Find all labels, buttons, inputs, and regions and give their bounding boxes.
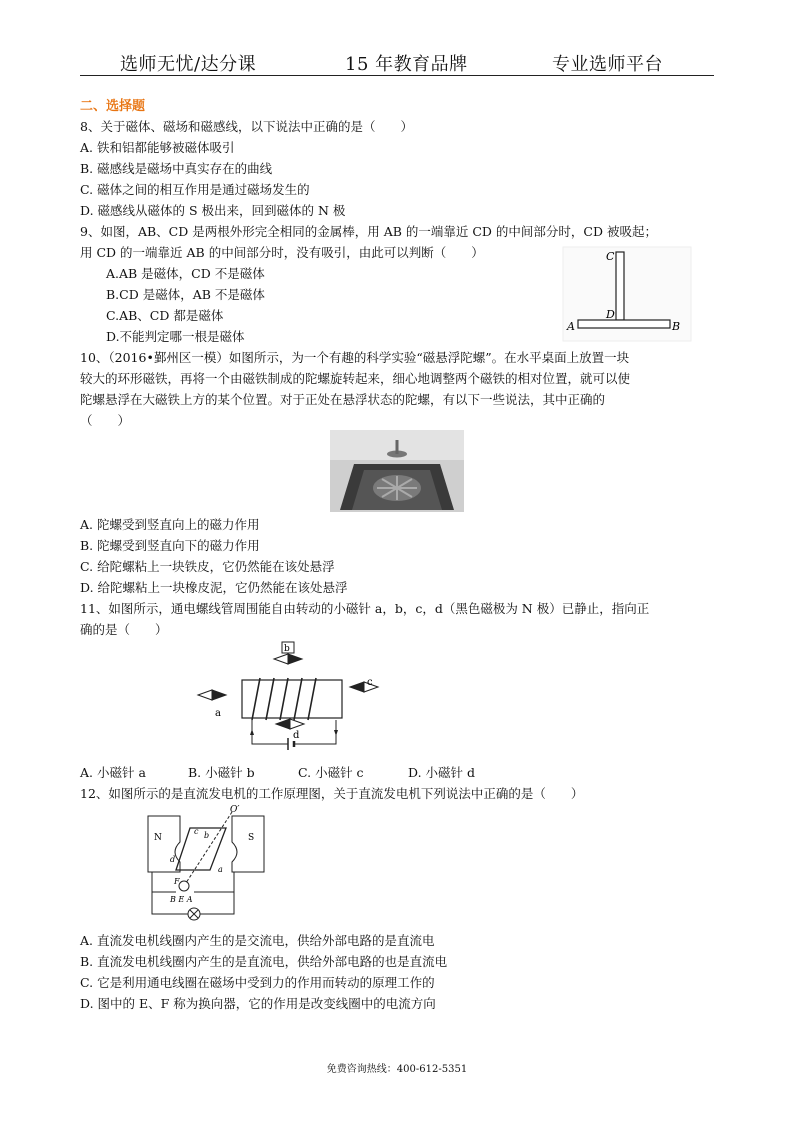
header-right: 专业选师平台 bbox=[552, 54, 663, 75]
needle-c-left bbox=[350, 682, 364, 692]
q9-option-d: D.不能判定哪一根是磁体 bbox=[106, 329, 245, 344]
solenoid-coil bbox=[252, 678, 316, 720]
q10-option-b: B. 陀螺受到竖直向下的磁力作用 bbox=[80, 538, 260, 553]
q9-option-c: C.AB、CD 都是磁体 bbox=[106, 308, 224, 323]
label-d: D bbox=[606, 308, 615, 321]
q8-stem: 8、关于磁体、磁场和磁感线，以下说法中正确的是（ ） bbox=[80, 119, 413, 134]
q12-option-d: D. 图中的 E、F 称为换向器，它的作用是改变线圈中的电流方向 bbox=[80, 996, 436, 1011]
q11-stem-line1: 11、如图所示，通电螺线管周围能自由转动的小磁针 a，b，c，d（黑色磁极为 N 极）已静止，指向正 bbox=[80, 601, 650, 616]
q9-figure bbox=[562, 246, 692, 342]
q10-photo-levitating-top bbox=[330, 430, 464, 512]
needle-d-label: d bbox=[293, 730, 300, 741]
q12-option-c: C. 它是利用通电线圈在磁场中受到力的作用而转动的原理工作的 bbox=[80, 975, 435, 990]
rod-cd bbox=[616, 252, 624, 320]
footer-hotline: 免费咨询热线：400-612-5351 bbox=[326, 1064, 468, 1075]
q9-option-a: A.AB 是磁体，CD 不是磁体 bbox=[106, 266, 265, 281]
q8-option-d: D. 磁感线从磁体的 S 极出来，回到磁体的 N 极 bbox=[80, 203, 346, 218]
label-b: B bbox=[672, 320, 681, 333]
q9-stem-line2: 用 CD 的一端靠近 AB 的中间部分时，没有吸引，由此可以判断（ ） bbox=[80, 245, 484, 260]
solenoid-core bbox=[242, 680, 342, 718]
label-bea: B E A bbox=[170, 895, 193, 904]
label-f: F bbox=[174, 877, 180, 886]
needle-b-label: b bbox=[284, 644, 290, 654]
label-c: C bbox=[606, 250, 615, 263]
q8-option-c: C. 磁体之间的相互作用是通过磁场发生的 bbox=[80, 182, 310, 197]
q12-option-a: A. 直流发电机线圈内产生的是交流电，供给外部电路的是直流电 bbox=[80, 933, 435, 948]
label-d: d bbox=[170, 855, 176, 864]
needle-d-left bbox=[276, 719, 290, 729]
magnet-s bbox=[232, 816, 264, 872]
q12-generator-figure bbox=[140, 802, 272, 928]
q11-option-c: C. 小磁针 c bbox=[298, 765, 364, 780]
q11-solenoid-figure bbox=[190, 640, 400, 760]
q12-option-b: B. 直流发电机线圈内产生的是直流电，供给外部电路的也是直流电 bbox=[80, 954, 448, 969]
label-s: S bbox=[248, 833, 255, 843]
needle-a-right bbox=[212, 690, 226, 700]
needle-a-left bbox=[198, 690, 212, 700]
current-arrow-right bbox=[334, 730, 338, 736]
needle-d-right bbox=[290, 719, 304, 729]
q10-stem-line4: （ ） bbox=[80, 413, 131, 428]
label-c: c bbox=[194, 827, 199, 836]
needle-b-right bbox=[288, 654, 302, 664]
q8-option-a: A. 铁和铝都能够被磁体吸引 bbox=[80, 140, 235, 155]
q10-option-d: D. 给陀螺粘上一块橡皮泥，它仍然能在该处悬浮 bbox=[80, 580, 348, 595]
label-b: b bbox=[204, 831, 210, 840]
q11-stem-line2: 确的是（ ） bbox=[80, 622, 168, 637]
q11-option-d: D. 小磁针 d bbox=[408, 765, 475, 780]
label-n: N bbox=[154, 833, 162, 843]
q10-option-a: A. 陀螺受到竖直向上的磁力作用 bbox=[80, 517, 260, 532]
current-arrow bbox=[250, 729, 254, 735]
page-header bbox=[80, 48, 714, 76]
needle-c-label: c bbox=[367, 677, 373, 688]
q10-stem-line3: 陀螺悬浮在大磁铁上方的某个位置。对于正处在悬浮状态的陀螺，有以下一些说法，其中正确的 bbox=[80, 392, 606, 407]
needle-a-label: a bbox=[215, 708, 221, 719]
rod-ab bbox=[578, 320, 670, 328]
needle-b-left bbox=[274, 654, 288, 664]
header-left: 选师无忧/达分课 bbox=[120, 54, 257, 75]
header-center: 15 年教育品牌 bbox=[345, 54, 468, 75]
label-a: a bbox=[218, 865, 223, 874]
q10-stem-line2: 较大的环形磁铁，再将一个由磁铁制成的陀螺旋转起来，细心地调整两个磁铁的相对位置，就可以使 bbox=[80, 371, 631, 386]
magnet-pattern bbox=[377, 476, 417, 500]
label-a: A bbox=[567, 320, 575, 333]
coil-loop bbox=[176, 828, 226, 870]
q12-stem: 12、如图所示的是直流发电机的工作原理图，关于直流发电机下列说法中正确的是（ ） bbox=[80, 786, 584, 801]
label-o: O′ bbox=[230, 805, 240, 815]
q10-option-c: C. 给陀螺粘上一块铁皮，它仍然能在该处悬浮 bbox=[80, 559, 335, 574]
top-spindle bbox=[396, 440, 399, 454]
q11-option-a: A. 小磁针 a bbox=[80, 765, 146, 780]
section-title: 二、选择题 bbox=[80, 99, 146, 114]
q9-option-b: B.CD 是磁体，AB 不是磁体 bbox=[106, 287, 265, 302]
header-rule bbox=[80, 75, 714, 76]
q10-stem-line1: 10、（2016•鄞州区一模）如图所示，为一个有趣的科学实验“磁悬浮陀螺”。在水平桌面上放置一块 bbox=[80, 350, 630, 365]
rotation-axis bbox=[184, 812, 232, 886]
q11-option-b: B. 小磁针 b bbox=[188, 765, 255, 780]
q9-stem-line1: 9、如图，AB、CD 是两根外形完全相同的金属棒，用 AB 的一端靠近 CD 的中间部分时，CD 被吸起； bbox=[80, 224, 657, 239]
magnet-n bbox=[148, 816, 180, 872]
q8-option-b: B. 磁感线是磁场中真实存在的曲线 bbox=[80, 161, 273, 176]
commutator bbox=[179, 881, 189, 891]
